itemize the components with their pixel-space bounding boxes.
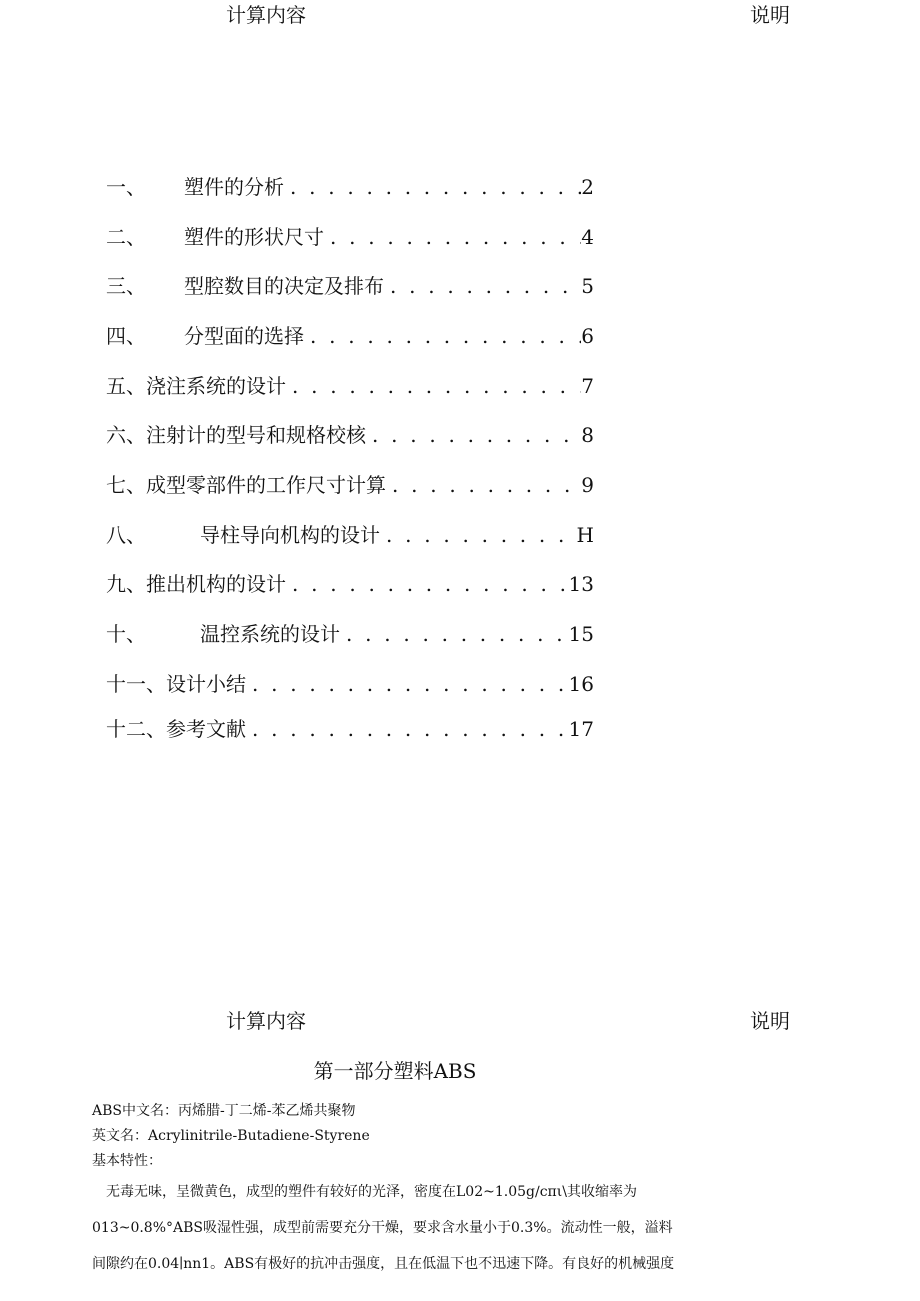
page1-header-left: 计算内容: [226, 3, 306, 27]
toc-entry[interactable]: [106, 321, 594, 351]
toc-number: 十二、: [106, 717, 166, 741]
toc-title: 浇注系统的设计: [146, 374, 286, 398]
toc-title: 型腔数目的决定及排布: [184, 274, 384, 298]
toc-title: 设计小结: [166, 672, 246, 696]
toc-title: 成型零部件的工作尺寸计算: [146, 473, 386, 497]
toc-entry[interactable]: [106, 520, 594, 550]
toc-leader-dots: [304, 321, 581, 351]
toc-entry[interactable]: [106, 371, 594, 401]
toc-entry[interactable]: [106, 569, 594, 599]
toc-leader-dots: [286, 371, 581, 401]
toc-leader-dots: [286, 569, 569, 599]
toc-entry[interactable]: [106, 420, 594, 450]
toc-page-number: H: [576, 523, 594, 547]
section-title: 第一部分塑料ABS: [313, 1059, 477, 1083]
toc-entry[interactable]: [106, 271, 594, 301]
toc-page-number: 17: [568, 717, 594, 741]
toc-page-number: 9: [581, 473, 594, 497]
toc-number: 十、: [106, 622, 146, 646]
toc-title: 分型面的选择: [184, 324, 304, 348]
toc-leader-dots: [386, 470, 581, 500]
toc-entry[interactable]: [106, 172, 594, 202]
toc-leader-dots: [246, 714, 569, 744]
toc-number: 七、: [106, 473, 146, 497]
toc-number: 三、: [106, 274, 146, 298]
toc-number: 六、: [106, 423, 146, 447]
toc-title: 塑件的形状尺寸: [184, 225, 324, 249]
toc-page-number: 7: [581, 374, 594, 398]
toc-leader-dots: [246, 669, 569, 699]
toc-number: 一、: [106, 175, 146, 199]
toc-title: 注射计的型号和规格校核: [146, 423, 366, 447]
toc-title: 导柱导向机构的设计: [200, 523, 380, 547]
toc-number: 二、: [106, 225, 146, 249]
paragraph-line: 间隙约在0.04∣nn1。ABS有极好的抗冲击强度，且在低温下也不迅速下降。有良好的机械强度: [92, 1256, 675, 1272]
toc-page-number: 5: [581, 274, 594, 298]
toc-leader-dots: [340, 619, 569, 649]
basic-properties-label: 基本特性：: [92, 1153, 162, 1169]
toc-number: 四、: [106, 324, 146, 348]
toc-leader-dots: [324, 222, 581, 252]
paragraph-line: 013~0.8%°ABS吸湿性强，成型前需要充分干燥，要求含水量小于0.3%。流动性一般，溢料: [92, 1220, 673, 1236]
toc-entry[interactable]: [106, 669, 594, 699]
paragraph-line: 无毒无味，呈微黄色，成型的塑件有较好的光泽，密度在L02~1.05g∕cπι\其收缩率为: [106, 1184, 637, 1200]
toc-leader-dots: [284, 172, 581, 202]
toc-page-number: 6: [581, 324, 594, 348]
toc-title: 参考文献: [166, 717, 246, 741]
page2-header-right: 说明: [750, 1009, 790, 1033]
toc-title: 推出机构的设计: [146, 572, 286, 596]
toc-page-number: 16: [568, 672, 594, 696]
toc-entry[interactable]: [106, 222, 594, 252]
english-name-line: 英文名：Acrylinitrile-Butadiene-Styrene: [92, 1128, 370, 1144]
toc-number: 十一、: [106, 672, 166, 696]
toc-page-number: 13: [568, 572, 594, 596]
toc-leader-dots: [380, 520, 577, 550]
toc-title: 温控系统的设计: [200, 622, 340, 646]
toc-entry[interactable]: [106, 714, 594, 744]
toc-page-number: 15: [568, 622, 594, 646]
toc-number: 八、: [106, 523, 146, 547]
toc-page-number: 2: [581, 175, 594, 199]
toc-number: 九、: [106, 572, 146, 596]
toc-page-number: 4: [581, 225, 594, 249]
toc-leader-dots: [384, 271, 581, 301]
toc-entry[interactable]: [106, 619, 594, 649]
toc-number: 五、: [106, 374, 146, 398]
page1-header-right: 说明: [750, 3, 790, 27]
toc-title: 塑件的分析: [184, 175, 284, 199]
toc-page-number: 8: [581, 423, 594, 447]
chinese-name-line: ABS中文名：丙烯腊-丁二烯-苯乙烯共聚物: [92, 1103, 356, 1119]
page2-header-left: 计算内容: [226, 1009, 306, 1033]
toc-leader-dots: [366, 420, 581, 450]
toc-entry[interactable]: [106, 470, 594, 500]
